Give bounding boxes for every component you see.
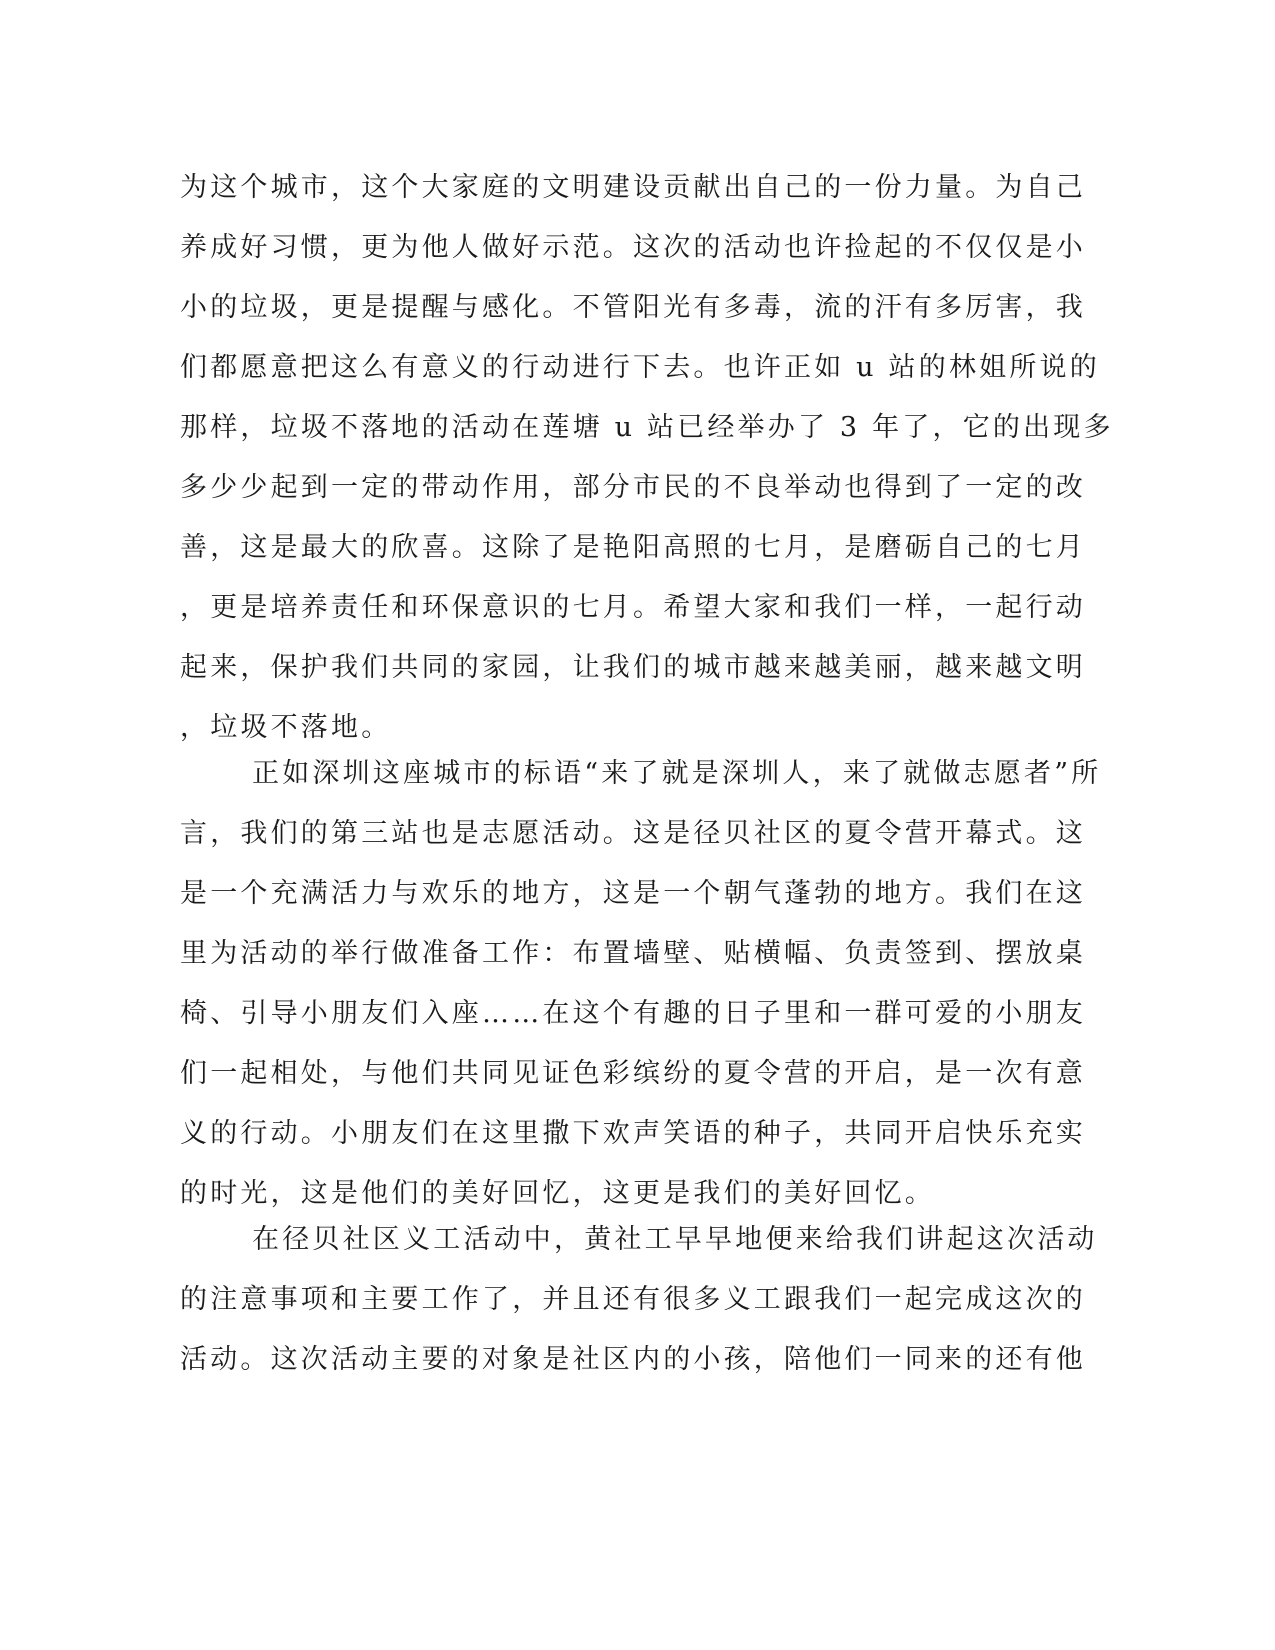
paragraph-line: 养成好习惯，更为他人做好示范。这次的活动也许捡起的不仅仅是小 [180, 232, 1086, 263]
paragraph-line: 里为活动的举行做准备工作：布置墙壁、贴横幅、负责签到、摆放桌 [180, 938, 1086, 969]
paragraph-line: 那样，垃圾不落地的活动在莲塘 u 站已经举办了 3 年了，它的出现多 [180, 412, 1114, 443]
paragraph-first-line: 正如深圳这座城市的标语“来了就是深圳人，来了就做志愿者”所 [252, 758, 1102, 789]
paragraph-line: 起来，保护我们共同的家园，让我们的城市越来越美丽，越来越文明 [180, 652, 1086, 683]
paragraph-line: 义的行动。小朋友们在这里撒下欢声笑语的种子，共同开启快乐充实 [180, 1118, 1086, 1149]
paragraph-line: 活动。这次活动主要的对象是社区内的小孩，陪他们一同来的还有他 [180, 1344, 1086, 1375]
paragraph-line: 为这个城市，这个大家庭的文明建设贡献出自己的一份力量。为自己 [180, 172, 1086, 203]
paragraph-line: 椅、引导小朋友们入座……在这个有趣的日子里和一群可爱的小朋友 [180, 998, 1086, 1029]
paragraph-line: ，更是培养责任和环保意识的七月。希望大家和我们一样，一起行动 [180, 592, 1086, 623]
paragraph-first-line: 在径贝社区义工活动中，黄社工早早地便来给我们讲起这次活动 [252, 1224, 1098, 1255]
paragraph-line: 善，这是最大的欣喜。这除了是艳阳高照的七月，是磨砺自己的七月 [180, 532, 1086, 563]
paragraph-line: 小的垃圾，更是提醒与感化。不管阳光有多毒，流的汗有多厉害，我 [180, 292, 1086, 323]
paragraph-line: 言，我们的第三站也是志愿活动。这是径贝社区的夏令营开幕式。这 [180, 818, 1086, 849]
paragraph-line: 们一起相处，与他们共同见证色彩缤纷的夏令营的开启，是一次有意 [180, 1058, 1086, 1089]
paragraph-line: 多少少起到一定的带动作用，部分市民的不良举动也得到了一定的改 [180, 472, 1086, 503]
paragraph-3 [180, 1210, 1098, 1390]
paragraph-line: 的注意事项和主要工作了，并且还有很多义工跟我们一起完成这次的 [180, 1284, 1086, 1315]
paragraph-line: 们都愿意把这么有意义的行动进行下去。也许正如 u 站的林姐所说的 [180, 352, 1100, 383]
paragraph-line: ，垃圾不落地。 [180, 712, 392, 743]
paragraph-line: 的时光，这是他们的美好回忆，这更是我们的美好回忆。 [180, 1178, 935, 1209]
paragraph-1 [180, 158, 1114, 758]
paragraph-2 [180, 744, 1102, 1224]
paragraph-line: 是一个充满活力与欢乐的地方，这是一个朝气蓬勃的地方。我们在这 [180, 878, 1086, 909]
